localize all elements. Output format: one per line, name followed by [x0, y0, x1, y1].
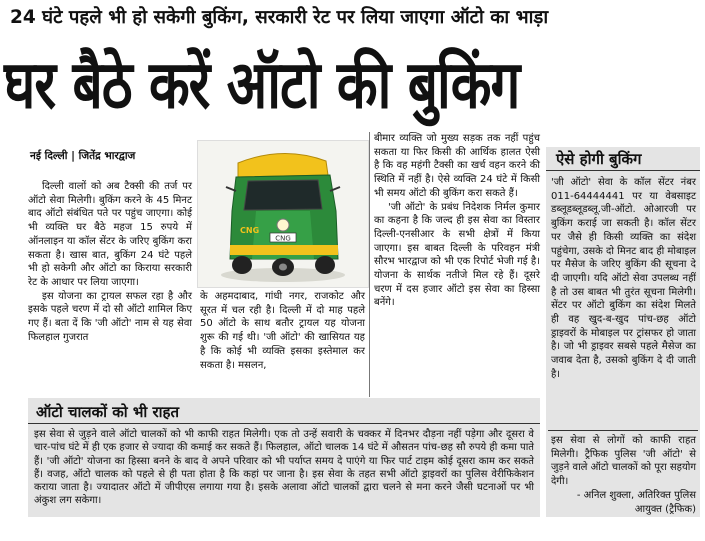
sidebar-title: ऐसे होगी बुकिंग [556, 150, 642, 168]
sidebar-divider [548, 430, 698, 431]
auto-rickshaw-photo [197, 140, 369, 288]
quote-signature: - अनिल शुक्ला, अतिरिक्त पुलिस आयुक्त (ट्रैफिक) [576, 489, 696, 515]
sidebar-paragraph: 'जी ऑटो' सेवा के कॉल सेंटर नंबर 011-64444441 पर या वेबसाइट डब्लूडब्लूडब्लू.जी-ऑटो. ओआरजी पर बुकिंग कराई जा सकती है। कॉल सेंटर पर जैसे ही किसी व्यक्ति का संदेश पहुंचेगा, उसके दो मिनट बाद ही मोबाइल पर मैसेज के जरिए बुकिंग की सूचना दे दी जाएगी। यदि ऑटो सेवा उपलब्ध नहीं है तो उस बाबत भी तुरंत सूचना मिलेगी। सेंटर पर ऑटो बुकिंग का संदेश मिलते ही वह खुद-ब-खुद पांच-छह ऑटो ड्राइवरों के मोबाइल पर ट्रांसफर हो जाता है। जो भी ड्राइवर सबसे पहले मैसेज का जवाब देता है, उसको बुकिंग दे दी जाती है। [551, 177, 696, 380]
bottom-text [34, 428, 534, 508]
plate-text: CNG [275, 234, 291, 243]
bottom-title: ऑटो चालकों को भी राहत [36, 403, 180, 421]
auto-rickshaw-image [198, 141, 368, 287]
bottom-paragraph: इस सेवा से जुड़ने वाले ऑटो चालकों को भी काफी राहत मिलेगी। एक तो उन्हें सवारी के चक्कर में दिनभर दौड़ना नहीं पड़ेगा और दूसरा वे चार-पांच घंटे में ही एक हजार से ज्यादा की कमाई कर सकते हैं। फिलहाल, ऑटो चालक 14 घंटे में औसतन पांच-छह सौ रुपये ही कमा पाते हैं। 'जी ऑटो' योजना का हिस्सा बनने के बाद वे अपने परिवार को भी पर्याप्त समय दे पाएंगे या फिर पार्ट टाइम कोई दूसरा काम कर सकते हैं। वजह, ऑटो चालक को पहले से ही पता होता है कि कहां पर जाना है। इस सेवा के तहत सभी ऑटो ड्राइवरों का पुलिस वेरीफिकेशन कराया जाता है। ज्यादातर ऑटो में जीपीएस लगाया गया है। इसके अलावा ऑटो चालकों द्वारा चलने से मना करने जैसी घटनाओं पर भी अंकुश लग सकेगा। [34, 429, 534, 507]
article-column-3 [374, 132, 540, 310]
paragraph: इस योजना का ट्रायल सफल रहा है और इसके पहले चरण में दो सौ ऑटो शामिल किए गए हैं। बता दें कि 'जी ऑटो' नाम से यह सेवा फिलहाल गुजरात [28, 290, 192, 343]
paragraph: 'जी ऑटो' के प्रबंध निदेशक निर्मल कुमार का कहना है कि जल्द ही इस सेवा का विस्तार दिल्ली-एनसीआर के सभी क्षेत्रों में किया जाएगा। इस बाबत दिल्ली के परिवहन मंत्री सौरभ भारद्वाज को भी एक रिपोर्ट भेजी गई है। योजना के सार्थक नतीजे मिल रहे हैं। दूसरे चरण में दस हजार ऑटो इस सेवा का हिस्सा बनेंगे। [374, 201, 540, 309]
paragraph: के अहमदाबाद, गांधी नगर, राजकोट और सूरत में चल रही है। दिल्ली में दो माह पहले 50 ऑटो के साथ बतौर ट्रायल यह योजना शुरू की गई थी। 'जी ऑटो' की खासियत यह है कि कोई भी व्यक्ति इसका इस्तेमाल कर सकता है। मसलन, [200, 291, 365, 371]
main-headline: घर बैठे करें ऑटो की बुकिंग [4, 47, 520, 124]
sidebar-text [551, 176, 696, 382]
paragraph: दिल्ली वालों को अब टैक्सी की तर्ज पर ऑटो सेवा मिलेगी। बुकिंग करने के 45 मिनट बाद ऑटो संबंधित पते पर पहुंच जाएगा। कोई भी व्यक्ति घर बैठे महज 15 रुपये में ऑनलाइन या कॉल सेंटर के जरिए बुकिंग करा सकता है। खास बात, बुकिंग 24 घंटे पहले भी हो सकेगी और ऑटो का किराया सरकारी रेट के आधार पर लिया जाएगा। [28, 181, 192, 288]
sidebar-quote [551, 434, 696, 516]
quote-text: इस सेवा से लोगों को काफी राहत मिलेगी। ट्रैफिक पुलिस 'जी ऑटो' से जुड़ने वाले ऑटो चालकों को पूरा सहयोग देगी। [551, 435, 696, 488]
column-divider [369, 132, 370, 397]
byline: नई दिल्ली | जितेंद्र भारद्वाज [30, 150, 136, 162]
article-column-1 [28, 180, 192, 344]
bottom-title-bar [28, 401, 540, 424]
paragraph: बीमार व्यक्ति जो मुख्य सड़क तक नहीं पहुंच सकता या फिर किसी की आर्थिक हालत ऐसी है कि वह महंगी टैक्सी का खर्च वहन करने की स्थिति में नहीं है। ऐसे व्यक्ति 24 घंटे में किसी भी समय ऑटो की बुकिंग करा सकते हैं। [374, 133, 540, 199]
sidebar-title-bar [546, 147, 700, 171]
svg-text:CNG: CNG [240, 226, 260, 235]
article-column-2 [200, 290, 365, 372]
kicker-headline: 24 घंटे पहले भी हो सकेगी बुकिंग, सरकारी रेट पर लिया जाएगा ऑटो का भाड़ा [10, 7, 549, 28]
